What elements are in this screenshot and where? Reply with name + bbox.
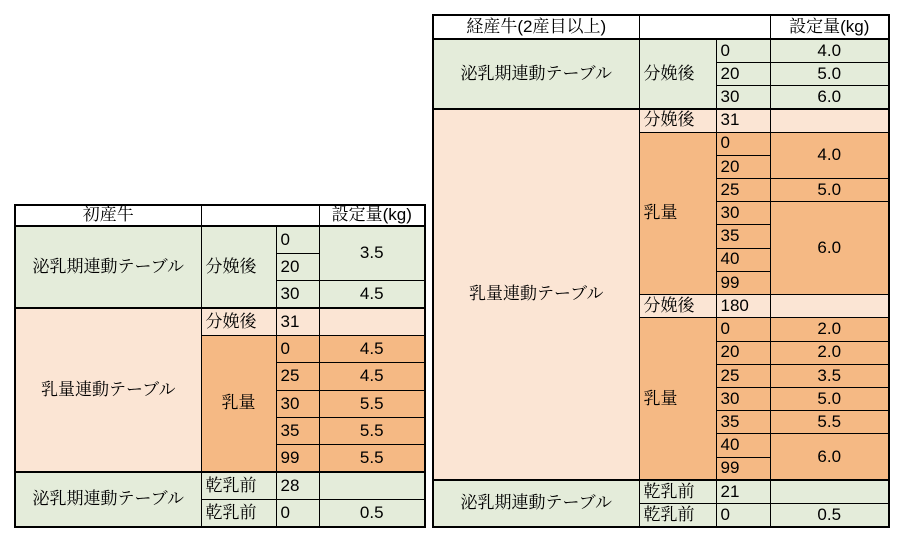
section-label-cell: 泌乳期連動テーブル [433,39,639,109]
threshold-cell: 0 [716,504,770,527]
threshold-cell: 99 [276,445,319,472]
amount-cell: 5.0 [770,179,889,202]
amount-cell: 5.5 [770,411,889,434]
phase-cell: 分娩後 [639,39,716,109]
phase-cell: 乾乳前 [201,500,276,527]
table-title: 初産牛 [15,205,201,226]
amount-cell: 4.5 [319,336,425,363]
threshold-cell: 0 [276,226,319,253]
phase-cell: 乾乳前 [639,480,716,503]
table-row [15,226,425,253]
phase-cell: 分娩後 [639,109,716,132]
threshold-cell: 0 [716,318,770,341]
threshold-cell: 31 [276,308,319,335]
amount-cell: 4.0 [770,132,889,178]
section-label-cell: 乳量連動テーブル [15,308,201,472]
threshold-cell: 30 [716,388,770,411]
amount-cell [770,109,889,132]
threshold-cell: 25 [716,179,770,202]
quantity-header: 設定量(kg) [319,205,425,226]
threshold-cell: 30 [716,86,770,109]
amount-cell: 0.5 [319,500,425,527]
multiparous-table [432,14,890,528]
amount-cell [319,308,425,335]
threshold-cell: 30 [276,390,319,417]
first-calf-table [14,204,426,528]
threshold-cell: 20 [716,341,770,364]
threshold-cell: 21 [716,480,770,503]
amount-cell: 3.5 [319,226,425,281]
amount-cell: 3.5 [770,364,889,387]
phase-cell: 分娩後 [201,308,276,335]
phase-cell: 乳量 [639,318,716,481]
amount-cell: 4.0 [770,39,889,62]
table-row [15,308,425,335]
threshold-cell: 28 [276,472,319,499]
threshold-cell: 31 [716,109,770,132]
table-row [433,480,889,503]
header-spacer-cell [639,15,770,39]
table-row [433,109,889,132]
threshold-cell: 30 [276,281,319,308]
phase-cell: 乳量 [639,132,716,295]
amount-cell [770,295,889,318]
amount-cell [770,480,889,503]
phase-cell: 分娩後 [201,226,276,308]
section-label-cell: 泌乳期連動テーブル [15,472,201,527]
amount-cell: 4.5 [319,281,425,308]
table-row [15,472,425,499]
phase-cell: 乾乳前 [639,504,716,527]
table-header-row [15,205,425,226]
amount-cell: 4.5 [319,363,425,390]
quantity-header: 設定量(kg) [770,15,889,39]
threshold-cell: 99 [716,271,770,294]
threshold-cell: 20 [276,254,319,281]
section-label-cell: 乳量連動テーブル [433,109,639,481]
threshold-cell: 35 [716,225,770,248]
threshold-cell: 0 [716,39,770,62]
section-label-cell: 泌乳期連動テーブル [15,226,201,308]
amount-cell: 0.5 [770,504,889,527]
phase-cell: 分娩後 [639,295,716,318]
threshold-cell: 40 [716,434,770,457]
table-header-row [433,15,889,39]
amount-cell: 6.0 [770,434,889,480]
threshold-cell: 180 [716,295,770,318]
threshold-cell: 20 [716,155,770,178]
threshold-cell: 25 [276,363,319,390]
table-row [433,39,889,62]
threshold-cell: 30 [716,202,770,225]
amount-cell: 2.0 [770,318,889,341]
amount-cell: 6.0 [770,86,889,109]
threshold-cell: 0 [276,500,319,527]
threshold-cell: 20 [716,62,770,85]
amount-cell: 5.5 [319,445,425,472]
phase-cell: 乾乳前 [201,472,276,499]
amount-cell [319,472,425,499]
threshold-cell: 0 [716,132,770,155]
amount-cell: 5.0 [770,62,889,85]
threshold-cell: 0 [276,336,319,363]
amount-cell: 5.5 [319,418,425,445]
threshold-cell: 25 [716,364,770,387]
section-label-cell: 泌乳期連動テーブル [433,480,639,527]
threshold-cell: 35 [276,418,319,445]
amount-cell: 5.5 [319,390,425,417]
threshold-cell: 40 [716,248,770,271]
table-title: 経産牛(2産目以上) [433,15,639,39]
header-spacer-cell [201,205,319,226]
threshold-cell: 35 [716,411,770,434]
amount-cell: 5.0 [770,388,889,411]
phase-cell: 乳量 [201,336,276,473]
amount-cell: 6.0 [770,202,889,295]
amount-cell: 2.0 [770,341,889,364]
threshold-cell: 99 [716,457,770,480]
